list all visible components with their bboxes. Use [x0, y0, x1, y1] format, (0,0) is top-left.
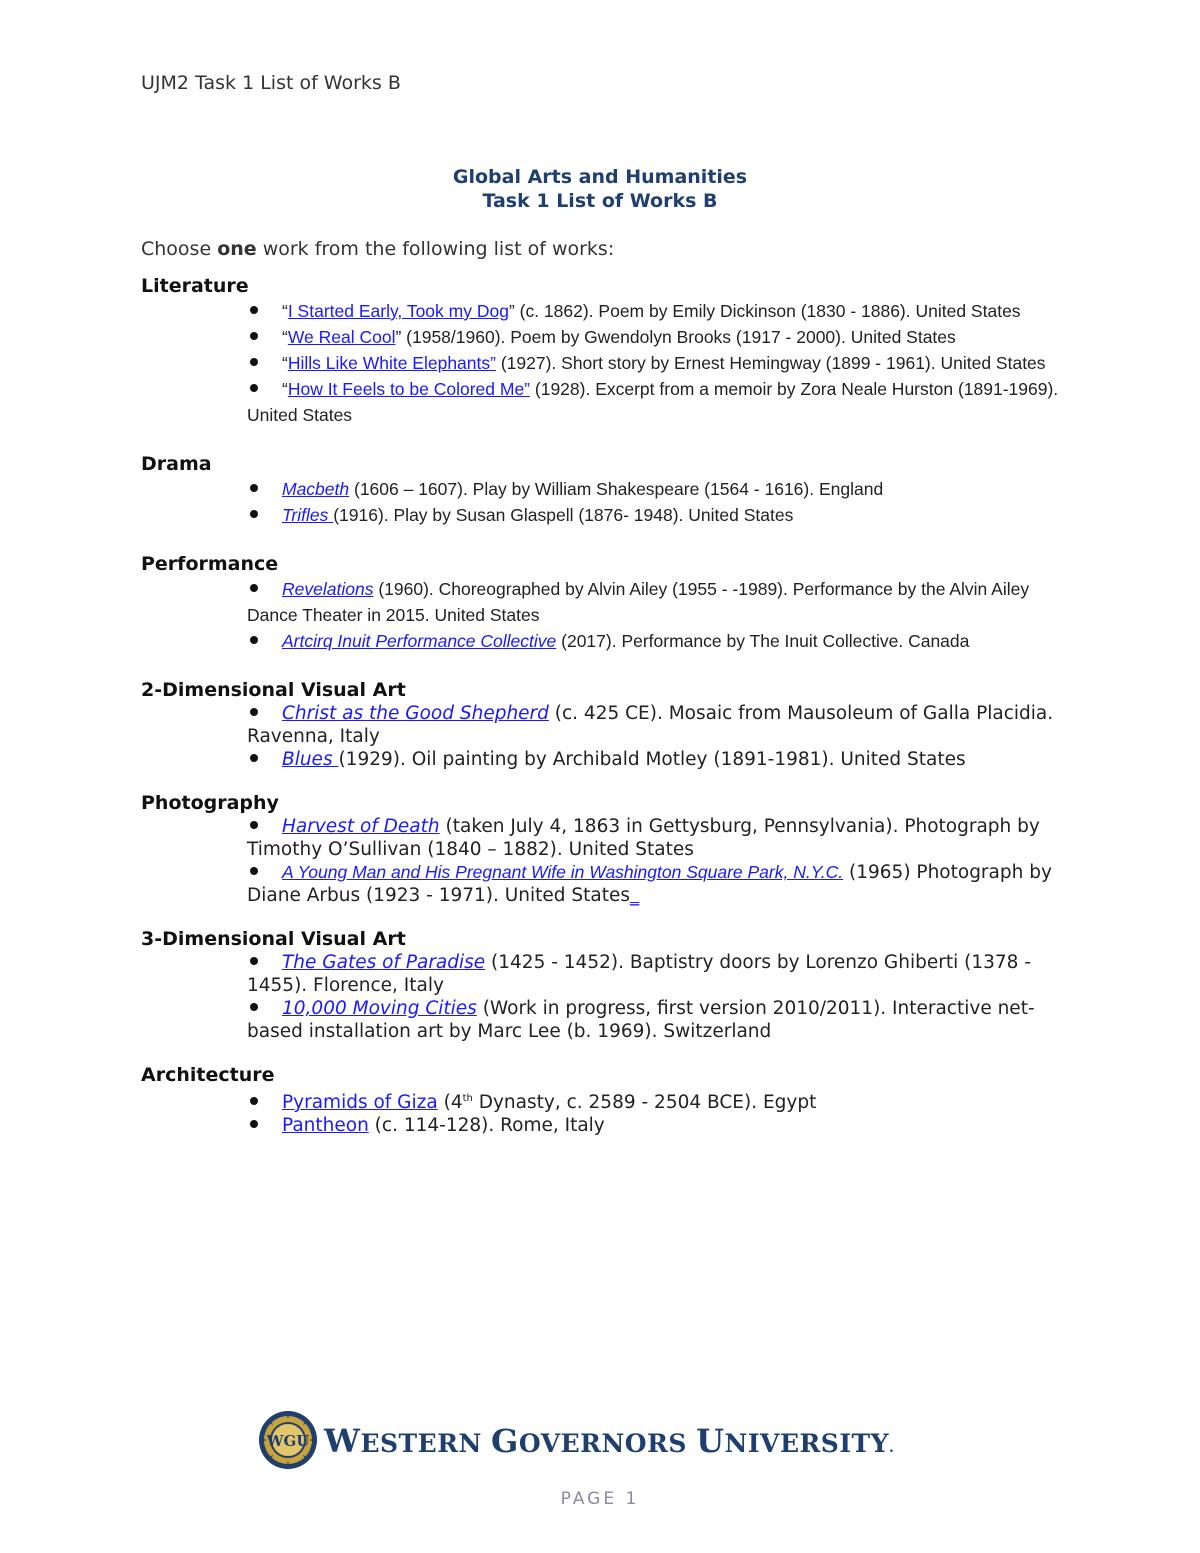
bullet-icon [250, 1003, 258, 1011]
section-heading-3d-visual-art: 3-Dimensional Visual Art [141, 928, 406, 950]
work-link[interactable]: Christ as the Good Shepherd [282, 703, 549, 724]
work-link[interactable]: Hills Like White Elephants” [287, 353, 496, 373]
list-item: The Gates of Paradise (1425 - 1452). Baptistry doors by Lorenzo Ghiberti (1378 - 1455). Florence, Italy [247, 952, 1031, 996]
bullet-icon [250, 636, 258, 644]
literature-list [141, 298, 1071, 428]
list-item: Blues (1929). Oil painting by Archibald Motley (1891-1981). United States [141, 748, 1071, 771]
bullet-icon [250, 1120, 258, 1128]
bullet-icon [250, 332, 258, 340]
list-item: A Young Man and His Pregnant Wife in Washington Square Park, N.Y.C. (1965) Photograph by Diane Arbus (1923 - 1971). United States_ [247, 862, 1052, 906]
university-seal-icon [258, 1410, 318, 1470]
page-number: PAGE 1 [560, 1489, 640, 1509]
intro-text: Choose one work from the following list of works: [141, 238, 615, 260]
list-item: Harvest of Death (taken July 4, 1863 in Gettysburg, Pennsylvania). Photograph by Timothy O’Sullivan (1840 – 1882). United States [247, 816, 1040, 860]
bullet-icon [250, 1097, 258, 1105]
list-item: Trifles (1916). Play by Susan Glaspell (1876- 1948). United States [141, 502, 1071, 528]
bullet-icon [250, 484, 258, 492]
work-link[interactable]: Artcirq Inuit Performance Collective [282, 631, 557, 651]
list-item: Revelations (1960). Choreographed by Alvin Ailey (1955 - -1989). Performance by the Alvin Ailey Dance Theater in 2015. United States [247, 579, 1030, 625]
visual2d-list [141, 702, 1071, 771]
work-link[interactable]: Revelations [282, 579, 374, 599]
work-link[interactable]: The Gates of Paradise [282, 952, 486, 973]
work-link[interactable]: Trifles [282, 505, 334, 525]
svg-text:WGU: WGU [266, 1432, 310, 1450]
section-heading-literature: Literature [141, 275, 249, 297]
bullet-icon [250, 708, 258, 716]
list-item: Artcirq Inuit Performance Collective (2017). Performance by The Inuit Collective. Canada [141, 628, 1071, 654]
document-title [0, 165, 1200, 213]
list-item: Macbeth (1606 – 1607). Play by William Shakespeare (1564 - 1616). England [141, 476, 1071, 502]
work-link[interactable]: Blues [282, 749, 339, 770]
work-link[interactable]: 10,000 Moving Cities [282, 998, 477, 1019]
work-link[interactable]: How It Feels to be Colored Me” [287, 379, 531, 399]
bullet-icon [250, 957, 258, 965]
drama-list [141, 476, 1071, 528]
bullet-icon [250, 306, 258, 314]
university-wordmark: WESTERN GOVERNORS UNIVERSITY. [324, 1422, 895, 1460]
work-link[interactable]: I Started Early, Took my Dog [287, 301, 509, 321]
visual3d-list [141, 951, 1071, 1043]
work-link[interactable]: We Real Cool [287, 327, 396, 347]
bullet-icon [250, 584, 258, 592]
page-header: UJM2 Task 1 List of Works B [141, 72, 401, 94]
bullet-icon [250, 510, 258, 518]
section-heading-drama: Drama [141, 453, 212, 475]
bullet-icon [250, 754, 258, 762]
wgu-logo [258, 1410, 908, 1472]
title-line-1: Global Arts and Humanities [452, 166, 748, 188]
list-item: Christ as the Good Shepherd (c. 425 CE). Mosaic from Mausoleum of Galla Placidia. Ravenna, Italy [247, 703, 1054, 747]
bullet-icon [250, 867, 258, 875]
section-heading-performance: Performance [141, 553, 279, 575]
list-item: “How It Feels to be Colored Me” (1928). Excerpt from a memoir by Zora Neale Hurston (1891-1969). United States [247, 379, 1059, 425]
work-link[interactable]: Pantheon [282, 1115, 369, 1137]
list-item: “Hills Like White Elephants” (1927). Short story by Ernest Hemingway (1899 - 1961). United States [141, 350, 1071, 376]
architecture-list [141, 1087, 1071, 1137]
work-link[interactable]: A Young Man and His Pregnant Wife in Washington Square Park, N.Y.C. [282, 862, 844, 882]
work-link[interactable]: Pyramids of Giza [282, 1092, 438, 1114]
list-item: 10,000 Moving Cities (Work in progress, first version 2010/2011). Interactive net-based installation art by Marc Lee (b. 1969). Switzerland [247, 998, 1035, 1042]
work-link[interactable]: Harvest of Death [282, 816, 440, 837]
bullet-icon [250, 821, 258, 829]
title-line-2: Task 1 List of Works B [482, 190, 718, 212]
list-item: Pantheon (c. 114-128). Rome, Italy [141, 1114, 1071, 1137]
section-heading-photography: Photography [141, 792, 279, 814]
list-item: “We Real Cool” (1958/1960). Poem by Gwendolyn Brooks (1917 - 2000). United States [141, 324, 1071, 350]
document-body [141, 238, 1071, 1137]
intro-emphasis: one [217, 238, 257, 260]
section-heading-architecture: Architecture [141, 1064, 275, 1086]
bullet-icon [250, 384, 258, 392]
trailing-link[interactable]: _ [630, 885, 640, 906]
list-item: Pyramids of Giza (4th Dynasty, c. 2589 - 2504 BCE). Egypt [141, 1087, 1071, 1114]
photography-list [141, 815, 1071, 907]
work-link[interactable]: Macbeth [282, 479, 350, 499]
bullet-icon [250, 358, 258, 366]
section-heading-2d-visual-art: 2-Dimensional Visual Art [141, 679, 406, 701]
list-item: “I Started Early, Took my Dog” (c. 1862). Poem by Emily Dickinson (1830 - 1886). United States [141, 298, 1071, 324]
performance-list [141, 576, 1071, 654]
